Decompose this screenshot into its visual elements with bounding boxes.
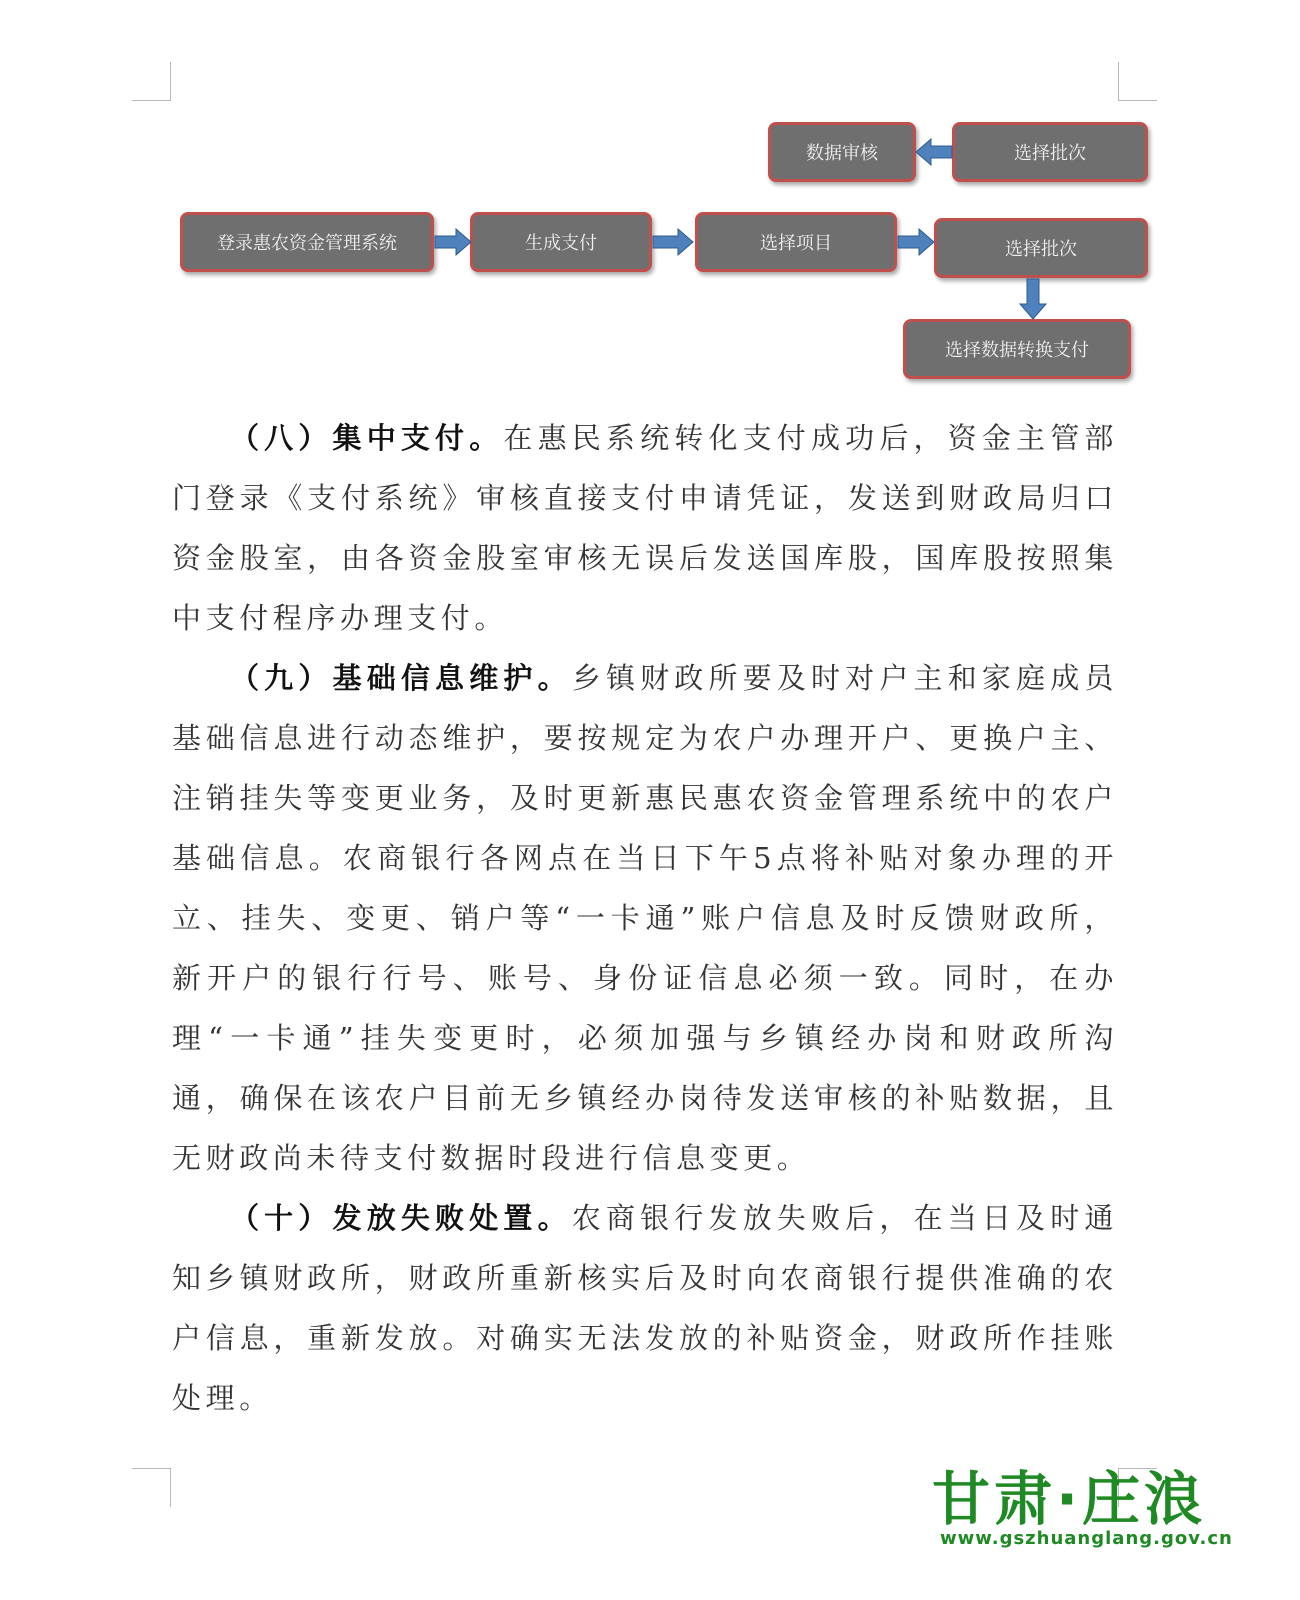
watermark-url: www.gszhuanglang.gov.cn — [940, 1528, 1233, 1549]
section-paragraph — [172, 408, 1118, 648]
section-body: 在惠民系统转化支付成功后，资金主管部门登录《支付系统》审核直接支付申请凭证，发送到财政局归口资金股室，由各资金股室审核无误后发送国库股，国库股按照集中支付程序办理支付。 — [172, 421, 1118, 635]
flow-box-select-data-convert-payment — [903, 319, 1131, 379]
flow-label-select-data-convert-payment: 选择数据转换支付 — [945, 340, 1089, 361]
arrow-left-icon — [915, 138, 953, 166]
page-corner-mark-top-left — [132, 62, 171, 101]
flow-box-select-batch-main — [934, 218, 1148, 278]
page-corner-mark-bottom-left — [132, 1468, 171, 1507]
flow-label-login: 登录惠农资金管理系统 — [217, 233, 397, 254]
section-heading: （十）发放失败处置。 — [230, 1201, 572, 1235]
flow-box-login — [180, 212, 434, 272]
flow-label-data-review: 数据审核 — [806, 143, 878, 164]
flow-box-select-project — [695, 212, 897, 272]
watermark-title: 甘肃·庄浪 — [932, 1465, 1207, 1533]
flow-label-select-batch-main: 选择批次 — [1005, 239, 1077, 260]
arrow-down-icon — [1019, 278, 1047, 320]
arrow-right-icon — [434, 228, 472, 256]
section-body: 乡镇财政所要及时对户主和家庭成员基础信息进行动态维护，要按规定为农户办理开户、更换户主、注销挂失等变更业务，及时更新惠民惠农资金管理系统中的农户基础信息。农商银行各网点在当日下午5点将补贴对象办理的开立、挂失、变更、销户等“一卡通”账户信息及时反馈财政所，新开户的银行行号、账号、身份证信息必须一致。同时，在办理“一卡通”挂失变更时，必须加强与乡镇经办岗和财政所沟通，确保在该农户目前无乡镇经办岗待发送审核的补贴数据，且无财政尚未待支付数据时段进行信息变更。 — [172, 661, 1118, 1175]
flow-label-generate-payment: 生成支付 — [525, 233, 597, 254]
flow-label-select-project: 选择项目 — [760, 233, 832, 254]
flow-label-select-batch-top: 选择批次 — [1014, 143, 1086, 164]
section-body: 农商银行发放失败后，在当日及时通知乡镇财政所，财政所重新核实后及时向农商银行提供准确的农户信息，重新发放。对确实无法发放的补贴资金，财政所作挂账处理。 — [172, 1201, 1118, 1415]
flow-box-data-review — [768, 122, 916, 182]
flow-box-generate-payment — [470, 212, 652, 272]
flow-box-select-batch-top — [952, 122, 1148, 182]
arrow-right-icon — [897, 228, 935, 256]
section-paragraph — [172, 648, 1118, 1188]
section-paragraph — [172, 1188, 1118, 1428]
section-heading: （八）集中支付。 — [230, 421, 504, 455]
arrow-right-icon — [652, 228, 694, 256]
section-heading: （九）基础信息维护。 — [230, 661, 572, 695]
document-body — [172, 408, 1118, 1428]
page-corner-mark-top-right — [1118, 62, 1157, 101]
